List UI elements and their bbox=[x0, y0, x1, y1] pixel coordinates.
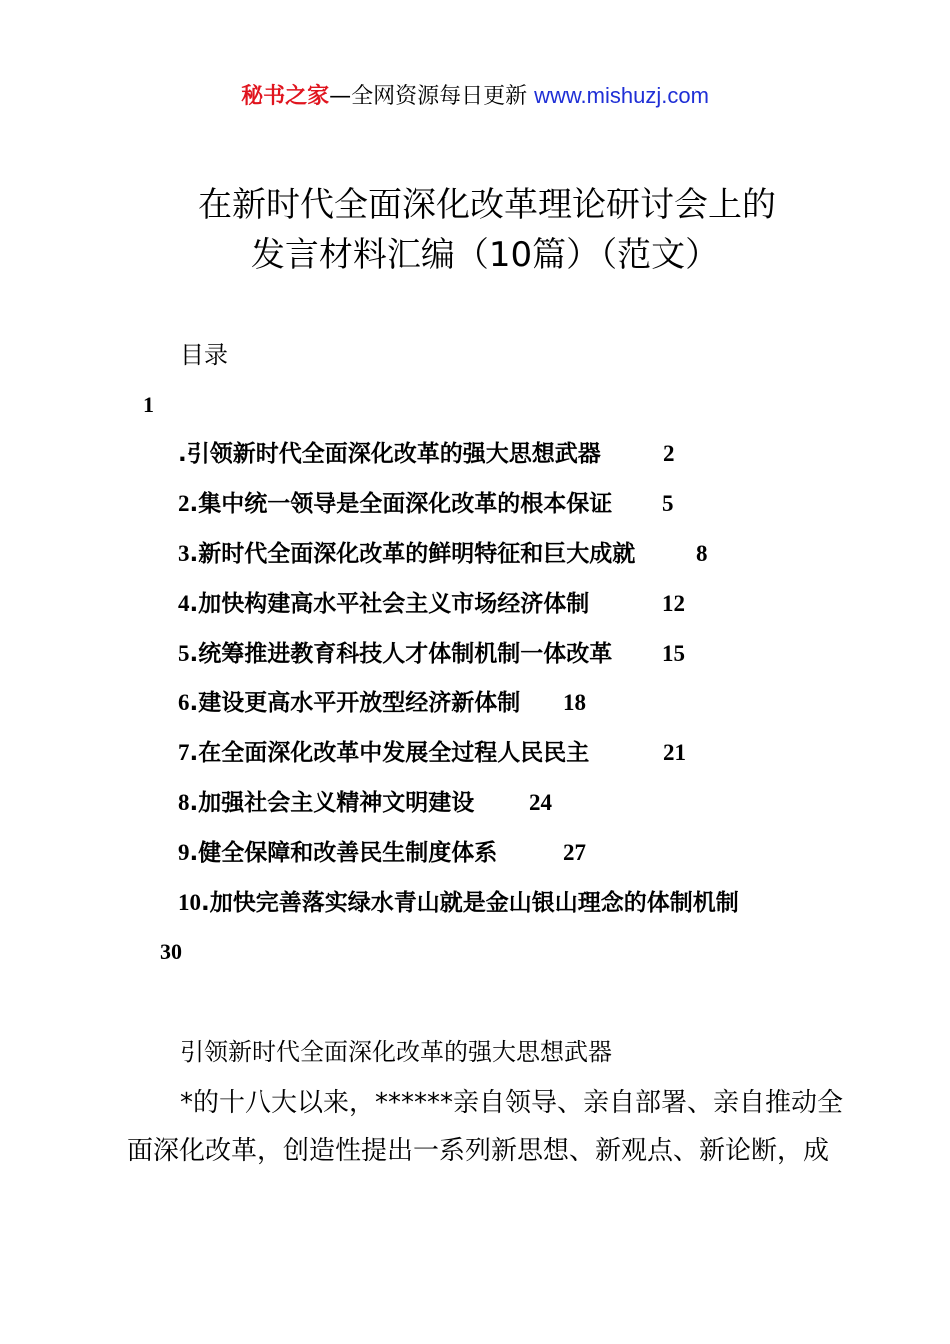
toc-item-text: .加快构建高水平社会主义市场经济体制 bbox=[189, 591, 590, 617]
toc-item-page: 18 bbox=[563, 690, 586, 715]
toc-item-text: .在全面深化改革中发展全过程人民民主 bbox=[189, 740, 590, 766]
toc-item-number: 4 bbox=[178, 591, 190, 616]
toc-item-page: 21 bbox=[663, 740, 686, 765]
toc-item-text: .加强社会主义精神文明建设 bbox=[189, 790, 475, 816]
toc-item-page: 24 bbox=[529, 790, 552, 815]
toc-item-number: 8 bbox=[178, 790, 190, 815]
toc-item-number: 10 bbox=[178, 890, 201, 915]
site-url[interactable]: www.mishuzj.com bbox=[534, 83, 709, 108]
toc-orphan-number: 1 bbox=[143, 392, 154, 417]
toc-item[interactable] bbox=[178, 686, 586, 720]
toc-item[interactable] bbox=[178, 836, 586, 870]
toc-item[interactable] bbox=[178, 786, 552, 820]
document-title-line-2: 发言材料汇编（10篇）（范文） bbox=[250, 235, 720, 275]
toc-item-number: 6 bbox=[178, 690, 190, 715]
toc-item-number: 2 bbox=[178, 491, 190, 516]
toc-item-page: 5 bbox=[662, 491, 674, 516]
toc-item[interactable] bbox=[178, 886, 739, 920]
brand-name: 秘书之家 bbox=[241, 84, 330, 109]
toc-item-text: .健全保障和改善民生制度体系 bbox=[189, 840, 498, 866]
toc-item-page: 8 bbox=[696, 541, 708, 566]
toc-item-text: .引领新时代全面深化改革的强大思想武器 bbox=[178, 441, 601, 467]
toc-heading: 目录 bbox=[180, 341, 228, 369]
toc-item-page: 30 bbox=[160, 939, 182, 964]
toc-item[interactable] bbox=[178, 487, 674, 521]
header-slogan: —全网资源每日更新 bbox=[329, 84, 528, 109]
toc-item[interactable] bbox=[178, 437, 675, 471]
body-paragraph-line: 面深化改革，创造性提出一系列新思想、新观点、新论断，成 bbox=[127, 1136, 830, 1166]
toc-item-number: 7 bbox=[178, 740, 190, 765]
toc-item[interactable] bbox=[178, 637, 685, 671]
toc-item-text: .统筹推进教育科技人才体制机制一体改革 bbox=[189, 641, 613, 667]
toc-item-text: .集中统一领导是全面深化改革的根本保证 bbox=[189, 491, 613, 517]
toc-item[interactable] bbox=[178, 736, 686, 770]
toc-item-number: 9 bbox=[178, 840, 190, 865]
toc-item-number: 5 bbox=[178, 641, 190, 666]
toc-item-page: 2 bbox=[663, 441, 675, 466]
body-paragraph-line: *的十八大以来，******亲自领导、亲自部署、亲自推动全 bbox=[180, 1088, 844, 1118]
document-title-line-1: 在新时代全面深化改革理论研讨会上的 bbox=[198, 185, 776, 225]
toc-item-text: .新时代全面深化改革的鲜明特征和巨大成就 bbox=[189, 541, 636, 567]
toc-item-page: 15 bbox=[662, 641, 685, 666]
toc-item-number: 3 bbox=[178, 541, 190, 566]
toc-item-page: 27 bbox=[563, 840, 586, 865]
toc-item-text: .建设更高水平开放型经济新体制 bbox=[189, 690, 521, 716]
toc-item[interactable] bbox=[178, 587, 685, 621]
toc-item[interactable] bbox=[178, 537, 708, 571]
toc-item-text: .加快完善落实绿水青山就是金山银山理念的体制机制 bbox=[201, 890, 739, 916]
section-heading: 引领新时代全面深化改革的强大思想武器 bbox=[180, 1038, 612, 1066]
site-header bbox=[0, 80, 950, 113]
toc-item-page: 12 bbox=[662, 591, 685, 616]
